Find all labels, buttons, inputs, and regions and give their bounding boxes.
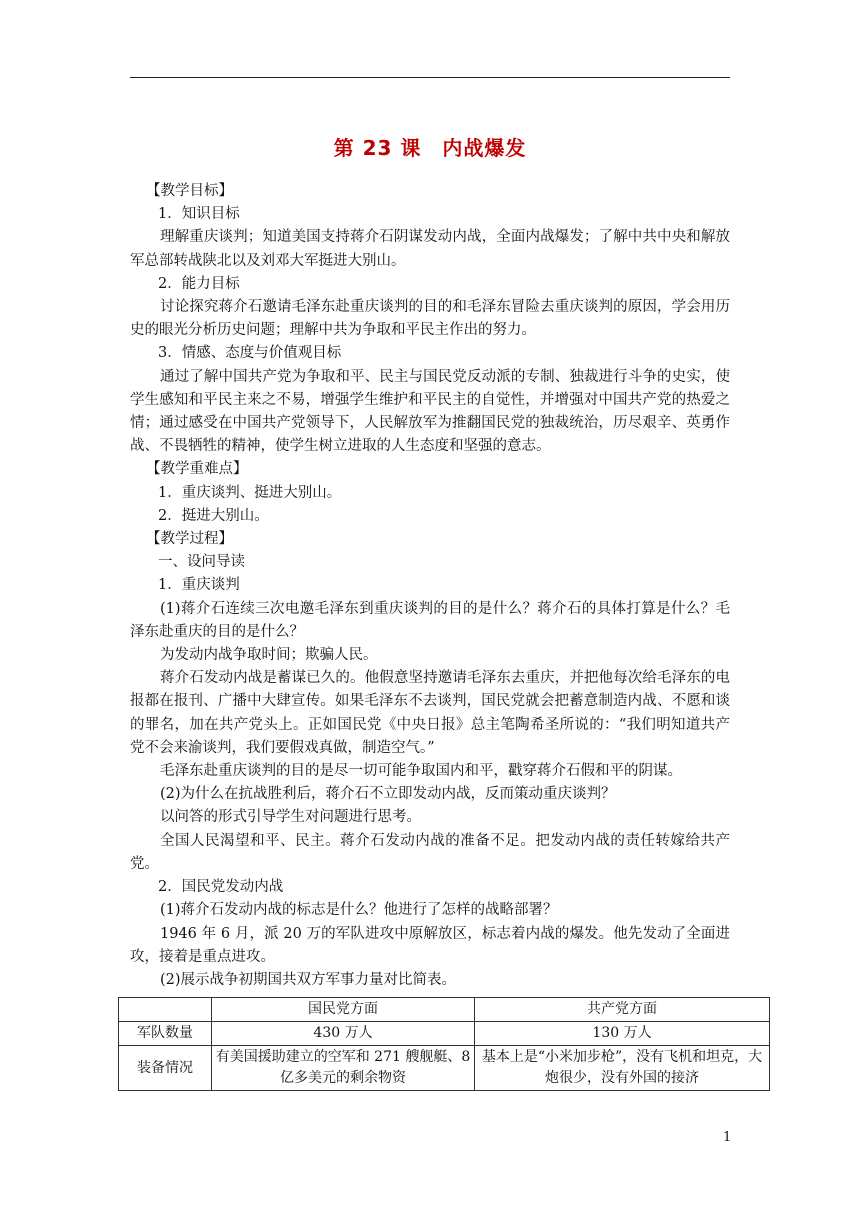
section-heading-key-points: 【教学重难点】 bbox=[146, 461, 248, 478]
table-cell: 装备情况 bbox=[119, 1046, 212, 1091]
question: (2)为什么在抗战胜利后，蒋介石不立即发动内战，反而策动重庆谈判？ bbox=[160, 786, 616, 803]
lesson-title: 第 23 课 内战爆发 bbox=[333, 136, 527, 160]
paragraph: (2)展示战争初期国共双方军事力量对比简表。 bbox=[160, 971, 457, 988]
subheading-knowledge: 1．知识目标 bbox=[158, 206, 240, 223]
subheading: 1．重庆谈判 bbox=[158, 577, 240, 594]
table-header-cell: 国民党方面 bbox=[212, 998, 475, 1022]
question: (1)蒋介石连续三次电邀毛泽东到重庆谈判的目的是什么？蒋介石的具体打算是什么？毛泽东赴重庆的目的是什么？ bbox=[130, 600, 730, 640]
table-header-cell: 共产党方面 bbox=[475, 998, 770, 1022]
paragraph: 讨论探究蒋介石邀请毛泽东赴重庆谈判的目的和毛泽东冒险去重庆谈判的原因，学会用历史的眼光分析历史问题；理解中共为争取和平民主作出的努力。 bbox=[130, 299, 730, 339]
military-comparison-table bbox=[118, 997, 770, 1091]
subheading: 2．国民党发动内战 bbox=[158, 879, 284, 896]
subheading-ability: 2．能力目标 bbox=[158, 275, 240, 292]
paragraph: 蒋介石发动内战是蓄谋已久的。他假意坚持邀请毛泽东去重庆，并把他每次给毛泽东的电报都在报刊、广播中大肆宣传。如果毛泽东不去谈判，国民党就会把蓄意制造内战、不愿和谈的罪名，加在共产党头上。正如国民党《中央日报》总主笔陶希圣所说的：“我们明知道共产党不会来渝谈判，我们要假戏真做，制造空气。” bbox=[130, 670, 730, 756]
paragraph: 通过了解中国共产党为争取和平、民主与国民党反动派的专制、独裁进行斗争的史实，使学生感知和平民主来之不易，增强学生维护和平民主的自觉性，并增强对中国共产党的热爱之情；通过感受在中国共产党领导下，人民解放军为推翻国民党的独裁统治，历尽艰辛、英勇作战、不畏牺牲的精神，使学生树立进取的人生态度和坚强的意志。 bbox=[130, 368, 730, 455]
section-heading-process: 【教学过程】 bbox=[146, 531, 233, 548]
paragraph: 1946 年 6 月，派 20 万的军队进攻中原解放区，标志着内战的爆发。他先发动了全面进攻，接着是重点进攻。 bbox=[130, 925, 730, 965]
header-rule bbox=[130, 77, 730, 78]
table-header-cell bbox=[119, 998, 212, 1022]
subheading: 一、设问导读 bbox=[158, 554, 245, 571]
list-item: 1．重庆谈判、挺进大别山。 bbox=[158, 484, 342, 501]
table-cell: 130 万人 bbox=[475, 1022, 770, 1046]
table-cell: 军队数量 bbox=[119, 1022, 212, 1046]
list-item: 2．挺进大别山。 bbox=[158, 507, 269, 524]
paragraph: 理解重庆谈判；知道美国支持蒋介石阴谋发动内战，全面内战爆发；了解中共中央和解放军总部转战陕北以及刘邓大军挺进大别山。 bbox=[130, 229, 730, 269]
paragraph: 全国人民渴望和平、民主。蒋介石发动内战的准备不足。把发动内战的责任转嫁给共产党。 bbox=[130, 832, 730, 872]
table-cell: 有美国援助建立的空军和 271 艘舰艇、8 亿多美元的剩余物资 bbox=[212, 1046, 475, 1091]
paragraph: 为发动内战争取时间；欺骗人民。 bbox=[160, 647, 378, 664]
table-cell: 430 万人 bbox=[212, 1022, 475, 1046]
table-cell: 基本上是“小米加步枪”，没有飞机和坦克，大炮很少，没有外国的接济 bbox=[475, 1046, 770, 1091]
paragraph: 毛泽东赴重庆谈判的目的是尽一切可能争取国内和平，戳穿蒋介石假和平的阴谋。 bbox=[160, 763, 682, 780]
subheading-values: 3．情感、态度与价值观目标 bbox=[158, 345, 342, 362]
section-heading-objectives: 【教学目标】 bbox=[146, 183, 233, 199]
question: (1)蒋介石发动内战的标志是什么？他进行了怎样的战略部署？ bbox=[160, 902, 558, 919]
table-row bbox=[119, 1022, 770, 1046]
table-row bbox=[119, 1046, 770, 1091]
lesson-body bbox=[130, 180, 730, 992]
table-header-row bbox=[119, 998, 770, 1022]
paragraph: 以问答的形式引导学生对问题进行思考。 bbox=[160, 809, 421, 826]
page-number: 1 bbox=[723, 1130, 732, 1145]
